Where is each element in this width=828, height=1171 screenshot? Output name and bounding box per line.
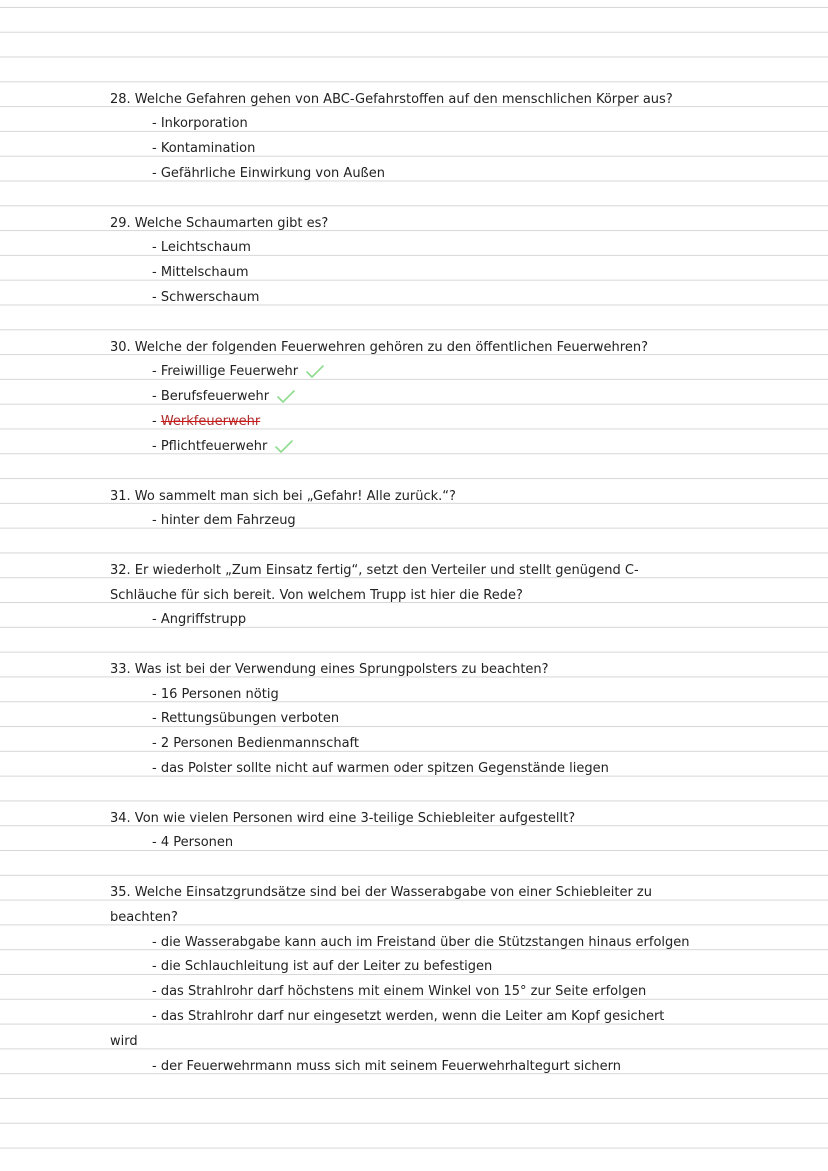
answer-item: - das Strahlrohr darf höchstens mit einem Winkel von 15° zur Seite erfolgen	[152, 984, 647, 999]
answer-text: - Berufsfeuerwehr	[152, 389, 270, 404]
answer-item: - 4 Personen	[152, 835, 234, 850]
answer-dash: -	[152, 414, 161, 429]
question-33: 33. Was ist bei der Verwendung eines Sprungpolsters zu beachten?	[110, 662, 549, 677]
answer-item: - 16 Personen nötig	[152, 687, 279, 702]
question-35: 35. Welche Einsatzgrundsätze sind bei der Wasserabgabe von einer Schiebleiter zu	[110, 885, 652, 900]
answer-text: - Pflichtfeuerwehr	[152, 439, 268, 454]
check-icon	[277, 390, 295, 404]
question-28: 28. Welche Gefahren gehen von ABC-Gefahrstoffen auf den menschlichen Körper aus?	[110, 92, 673, 107]
answer-item: - Schwerschaum	[152, 290, 260, 305]
question-34: 34. Von wie vielen Personen wird eine 3-teilige Schiebleiter aufgestellt?	[110, 811, 576, 826]
question-30: 30. Welche der folgenden Feuerwehren gehören zu den öffentlichen Feuerwehren?	[110, 340, 648, 355]
answer-item: - Leichtschaum	[152, 240, 251, 255]
answer-item	[152, 435, 293, 460]
answer-item: - der Feuerwehrmann muss sich mit seinem Feuerwehrhaltegurt sichern	[152, 1059, 621, 1074]
answer-item: - die Schlauchleitung ist auf der Leiter zu befestigen	[152, 959, 493, 974]
check-icon	[306, 365, 324, 379]
question-35-continuation: beachten?	[110, 910, 178, 925]
question-32: 32. Er wiederholt „Zum Einsatz fertig“, setzt den Verteiler und stellt genügend C-	[110, 563, 639, 578]
answer-item: - die Wasserabgabe kann auch im Freistand über die Stützstangen hinaus erfolgen	[152, 935, 690, 950]
answer-item: - Inkorporation	[152, 116, 248, 131]
answer-text: - Freiwillige Feuerwehr	[152, 364, 299, 379]
answer-item: - das Polster sollte nicht auf warmen oder spitzen Gegenstände liegen	[152, 761, 609, 776]
answer-item-crossed-out	[152, 410, 260, 435]
answer-item: - Angriffstrupp	[152, 612, 247, 627]
struck-answer-text: Werkfeuerwehr	[160, 414, 261, 429]
answer-item-continuation: wird	[110, 1034, 138, 1049]
answer-item: - Mittelschaum	[152, 265, 249, 280]
answer-item: - 2 Personen Bedienmannschaft	[152, 736, 359, 751]
answer-item	[152, 360, 324, 385]
question-29: 29. Welche Schaumarten gibt es?	[110, 216, 329, 231]
answer-item: - Kontamination	[152, 141, 256, 156]
answer-item: - Gefährliche Einwirkung von Außen	[152, 166, 385, 181]
answer-item: - Rettungsübungen verboten	[152, 711, 340, 726]
answer-item	[152, 385, 295, 410]
question-31: 31. Wo sammelt man sich bei „Gefahr! Alle zurück.“?	[110, 489, 456, 504]
answer-item: - hinter dem Fahrzeug	[152, 513, 296, 528]
answer-item: - das Strahlrohr darf nur eingesetzt werden, wenn die Leiter am Kopf gesichert	[152, 1009, 665, 1024]
check-icon	[275, 440, 293, 454]
question-32-continuation: Schläuche für sich bereit. Von welchem Trupp ist hier die Rede?	[110, 588, 523, 603]
